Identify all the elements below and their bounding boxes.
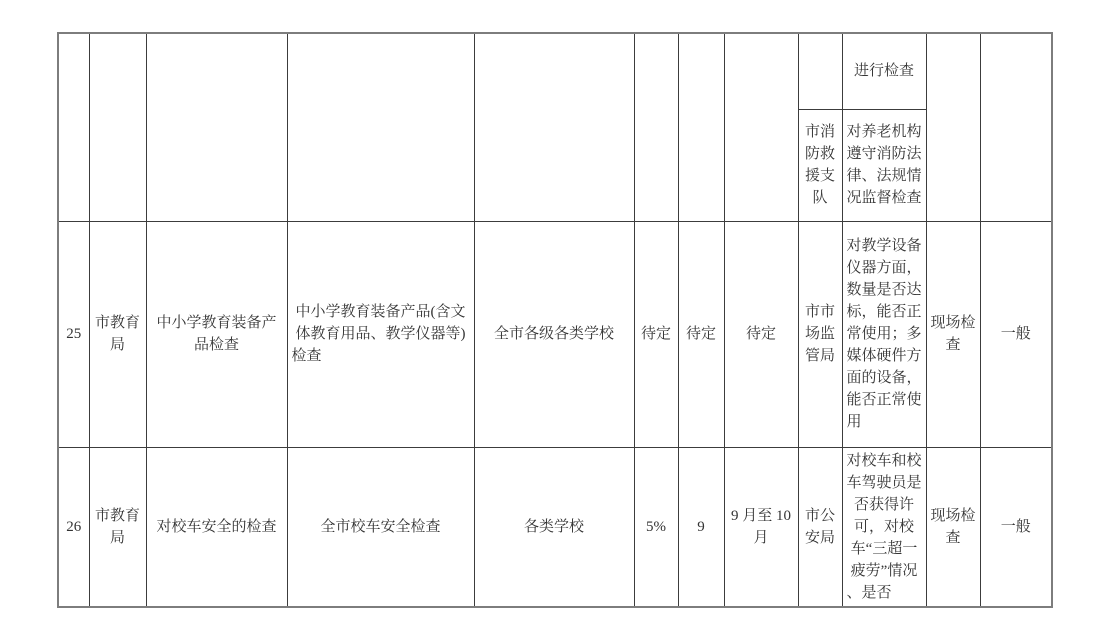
table-row-26 [58, 447, 1052, 607]
cell-quantity-25: 待定 [678, 221, 724, 447]
cell-method-26: 现场检查 [926, 447, 980, 607]
cell-content-carryover [287, 33, 474, 221]
cell-time-carryover [724, 33, 798, 221]
cell-level-26: 一般 [980, 447, 1052, 607]
cell-method-25: 现场检查 [926, 221, 980, 447]
cell-item-carryover [146, 33, 287, 221]
cell-detail-26: 对校车和校车驾驶员是否获得许可，对校车“三超一疲劳”情况 、是否 [842, 447, 926, 607]
cell-target-25: 全市各级各类学校 [474, 221, 634, 447]
cell-method-carryover [926, 33, 980, 221]
inspection-table [57, 32, 1053, 608]
cell-item-26: 对校车安全的检查 [146, 447, 287, 607]
cell-unit-25: 市教育局 [89, 221, 146, 447]
cell-time-25: 待定 [724, 221, 798, 447]
cell-unit-26: 市教育局 [89, 447, 146, 607]
cell-dept-25: 市市场监管局 [798, 221, 842, 447]
cell-level-carryover [980, 33, 1052, 221]
cell-unit-carryover [89, 33, 146, 221]
table-row-carryover-top [58, 33, 1052, 109]
cell-ratio-26: 5% [634, 447, 678, 607]
cell-ratio-25: 待定 [634, 221, 678, 447]
cell-quantity-carryover [678, 33, 724, 221]
cell-content-26: 全市校车安全检查 [287, 447, 474, 607]
cell-detail-25: 对教学设备仪器方面，数量是否达标，能否正常使用；多媒体硬件方 面的设备，能否正常使用 [842, 221, 926, 447]
cell-seq-26: 26 [58, 447, 89, 607]
cell-dept-26: 市公安局 [798, 447, 842, 607]
cell-seq-carryover [58, 33, 89, 221]
cell-detail-carryover-top: 进行检查 [842, 33, 926, 109]
cell-level-25: 一般 [980, 221, 1052, 447]
cell-ratio-carryover [634, 33, 678, 221]
cell-dept-carryover-top [798, 33, 842, 109]
cell-target-carryover [474, 33, 634, 221]
cell-detail-carryover-bottom: 对养老机构遵守消防法律、法规情况监督检查 [842, 109, 926, 221]
cell-dept-carryover: 市消防救援支队 [798, 109, 842, 221]
cell-target-26: 各类学校 [474, 447, 634, 607]
table-row-25 [58, 221, 1052, 447]
cell-content-25: 中小学教育装备产品(含文体教育用品、教学仪器等)检查 [287, 221, 474, 447]
cell-quantity-26: 9 [678, 447, 724, 607]
cell-time-26: 9 月至 10 月 [724, 447, 798, 607]
cell-seq-25: 25 [58, 221, 89, 447]
cell-item-25: 中小学教育装备产品检查 [146, 221, 287, 447]
